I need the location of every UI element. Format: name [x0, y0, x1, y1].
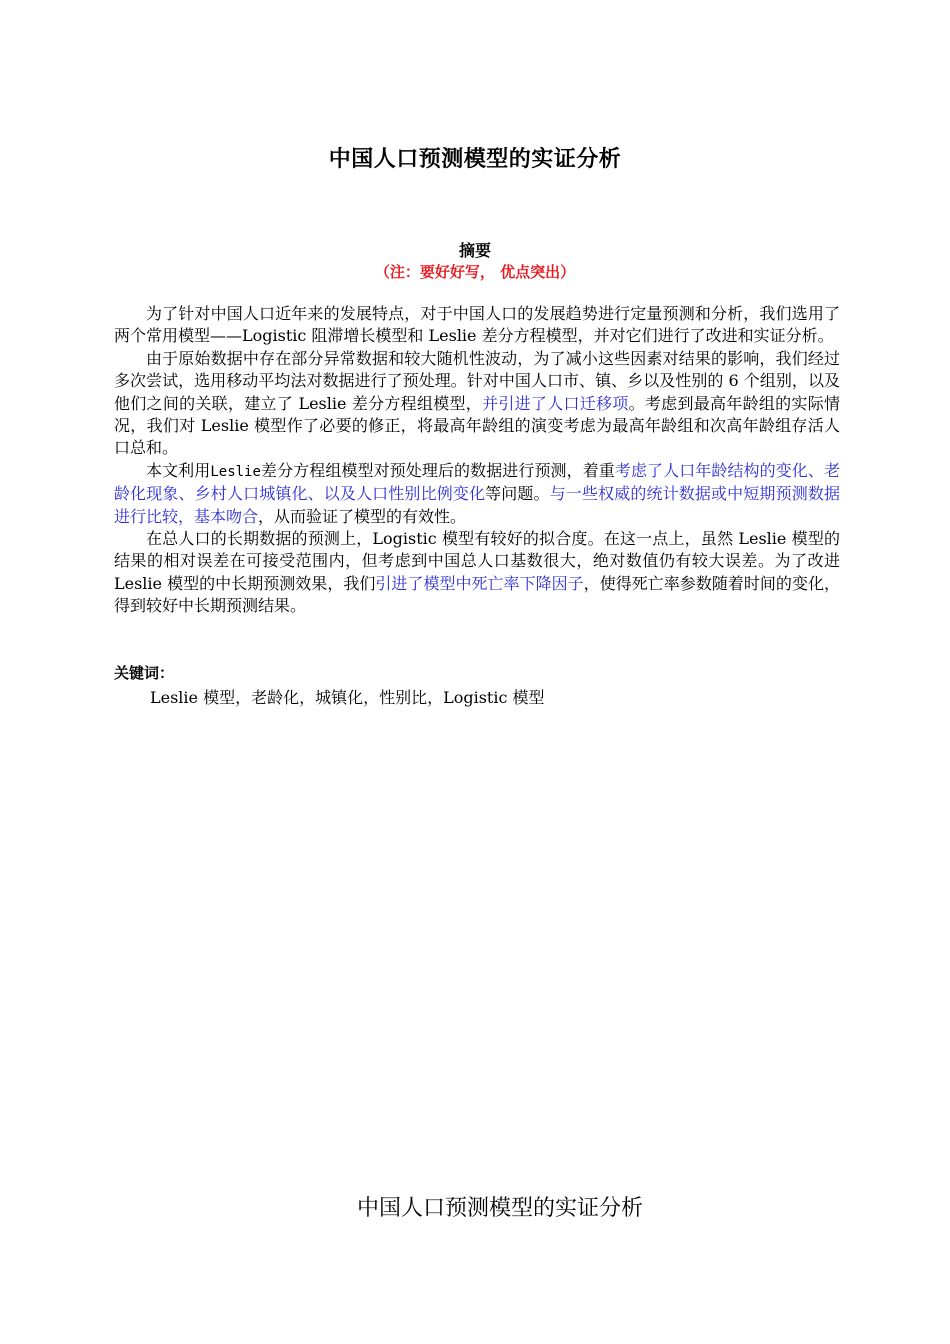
abstract-paragraph-4: [114, 528, 840, 618]
highlighted-text: 引进了模型中死亡率下降因子: [375, 573, 584, 593]
abstract-body: [114, 303, 840, 618]
paragraph-text: 。考虑到最高年龄组的实际情况，我们对 Leslie 模型作了必要的修正，将最高年龄组的演变考虑为最高年龄组和次高年龄组存活人口总和。: [114, 393, 840, 458]
paragraph-text: 差分方程组模型对预处理后的数据进行预测，着重: [260, 460, 615, 480]
keywords-list: Leslie 模型，老龄化，城镇化，性别比，Logistic 模型: [150, 688, 545, 707]
abstract-paragraph-2: [114, 348, 840, 460]
paragraph-text: 由于原始数据中存在部分异常数据和较大随机性波动，为了减小这些因素对结果的影响，我们经过多次尝试，选用移动平均法对数据进行了预处理。针对中国人口市、镇、乡以及性别的 6 个组别，以及他们之间的关联，建立了 Leslie 差分方程组模型，: [114, 348, 840, 413]
paragraph-text: 等问题。: [485, 484, 550, 504]
abstract-note: （注：要好好写， 优点突出）: [374, 263, 576, 281]
abstract-heading: 摘要: [458, 241, 491, 260]
model-name-mono: Leslie: [210, 463, 261, 480]
highlighted-text: 并引进了人口迁移项: [482, 393, 629, 413]
paragraph-text: 在总人口的长期数据的预测上，Logistic 模型有较好的拟合度。在这一点上，虽然 Leslie 模型的结果的相对误差在可接受范围内，但考虑到中国总人口基数很大，绝对数值仍有较大误差。为了改进 Leslie 模型的中长期预测效果，我们: [114, 529, 840, 593]
paragraph-text: 本文利用: [146, 460, 211, 480]
paragraph-text: ，使得死亡率参数随着时间的变化，得到较好中长期预测结果。: [114, 573, 840, 616]
highlighted-text: 与一些权威的统计数据或中短期预测数据进行比较，基本吻合: [114, 484, 840, 526]
keywords-heading: 关键词：: [114, 664, 175, 682]
paragraph-text: 为了针对中国人口近年来的发展特点，对于中国人口的发展趋势进行定量预测和分析，我们选用了两个常用模型——Logistic 阻滞增长模型和 Leslie 差分方程模型，并对它们进行了改进和实证分析。: [114, 304, 840, 346]
page-title: 中国人口预测模型的实证分析: [328, 147, 622, 172]
highlighted-text: 考虑了人口年龄结构的变化、老龄化现象、乡村人口城镇化、以及人口性别比例变化: [114, 460, 840, 504]
paragraph-text: ，从而验证了模型的有效性。: [258, 506, 467, 526]
abstract-paragraph-3: [114, 460, 840, 528]
abstract-paragraph-1: [114, 303, 840, 348]
footer-title: 中国人口预测模型的实证分析: [356, 1196, 643, 1221]
